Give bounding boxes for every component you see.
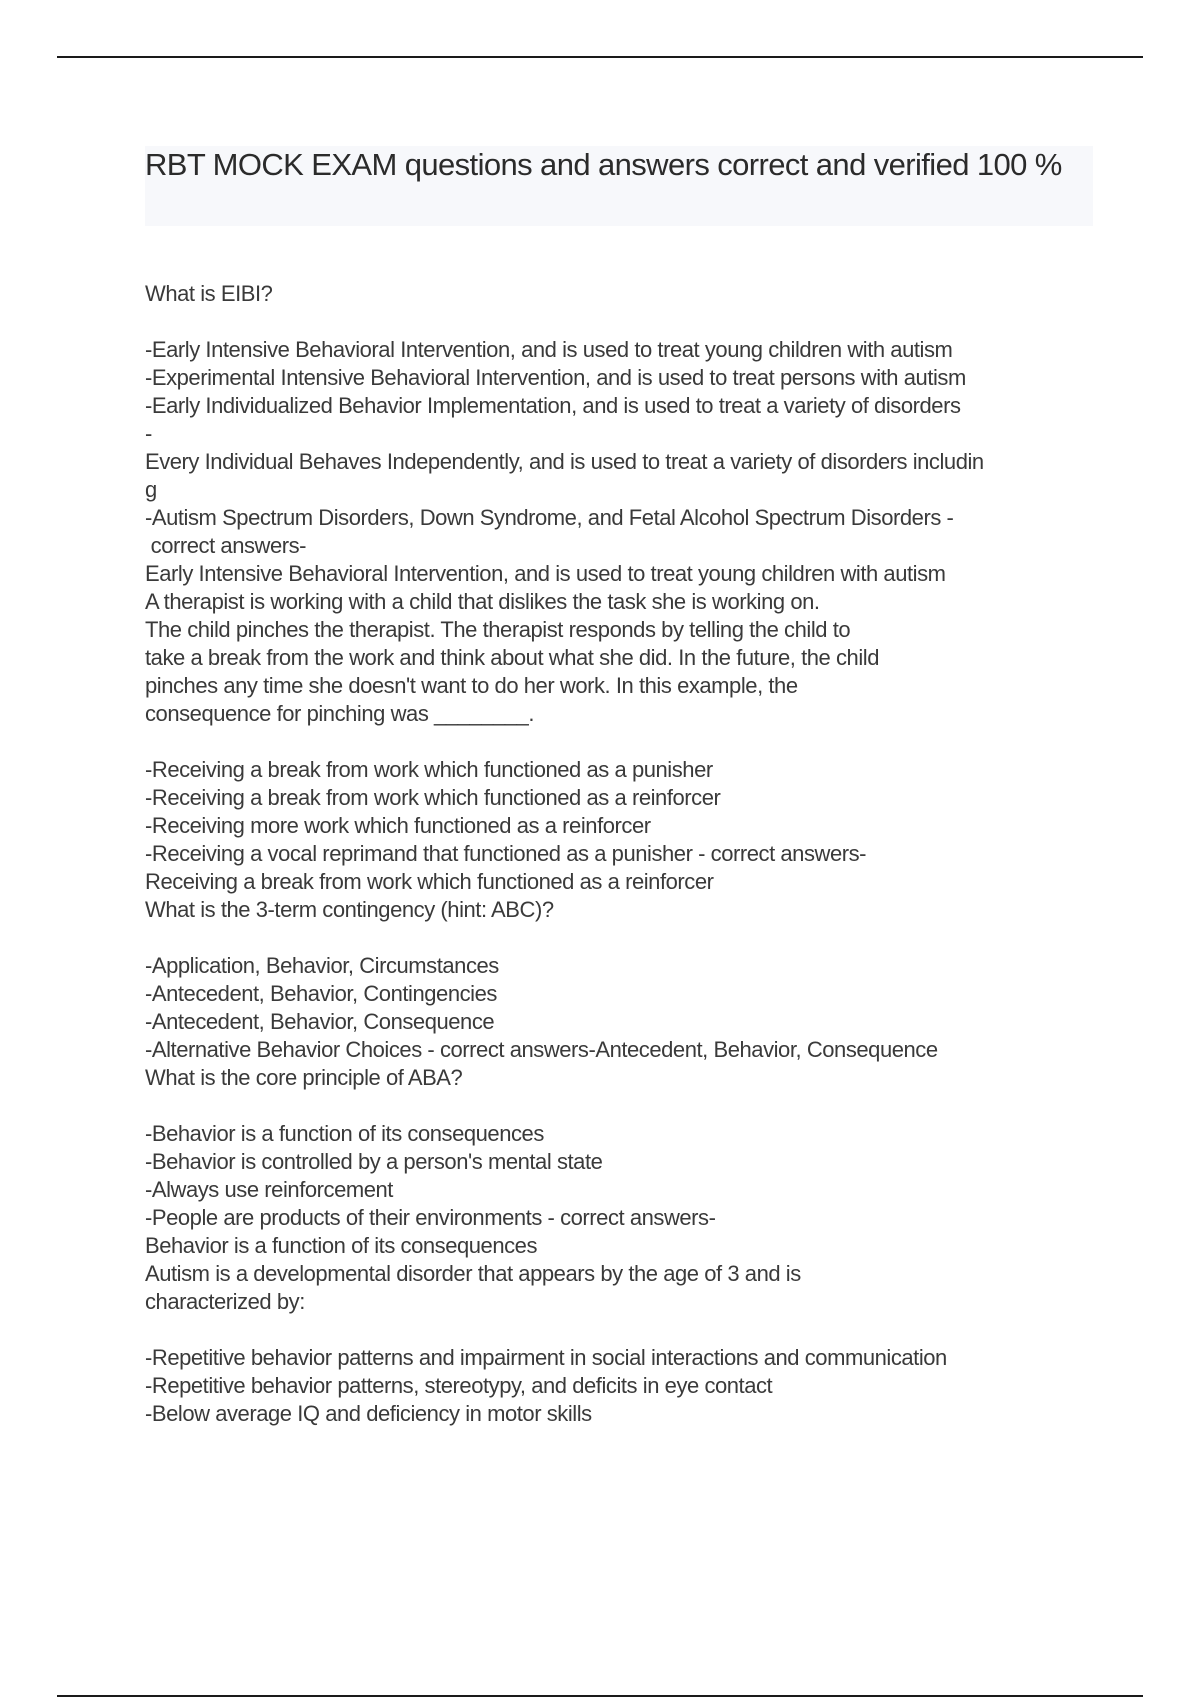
blank-line: [145, 1316, 1145, 1344]
text-line: Autism is a developmental disorder that appears by the age of 3 and is: [145, 1261, 801, 1286]
text-line: A therapist is working with a child that dislikes the task she is working on.: [145, 589, 820, 614]
text-line: Every Individual Behaves Independently, and is used to treat a variety of disorders includin: [145, 449, 984, 474]
text-line: -Below average IQ and deficiency in motor skills: [145, 1401, 592, 1426]
blank-line: [145, 924, 1145, 952]
text-line: The child pinches the therapist. The therapist responds by telling the child to: [145, 617, 851, 642]
text-line: What is EIBI?: [145, 281, 273, 306]
text-line: -Antecedent, Behavior, Contingencies: [145, 981, 497, 1006]
text-line: -Application, Behavior, Circumstances: [145, 953, 499, 978]
footer-rule: [57, 1695, 1143, 1697]
text-line: -Receiving a break from work which functioned as a punisher: [145, 757, 713, 782]
text-line: -Behavior is a function of its consequences: [145, 1121, 544, 1146]
text-line: Receiving a break from work which functioned as a reinforcer: [145, 869, 714, 894]
header-rule: [57, 56, 1143, 58]
document-body: [145, 280, 1145, 1428]
text-line: What is the core principle of ABA?: [145, 1065, 463, 1090]
title-box: [145, 146, 1093, 226]
text-line: -Behavior is controlled by a person's mental state: [145, 1149, 603, 1174]
text-line: -: [145, 421, 152, 446]
text-line: Behavior is a function of its consequences: [145, 1233, 538, 1258]
text-line: take a break from the work and think about what she did. In the future, the child: [145, 645, 880, 670]
text-line: -Receiving a vocal reprimand that functioned as a punisher - correct answers-: [145, 841, 867, 866]
text-line: -Repetitive behavior patterns, stereotypy, and deficits in eye contact: [145, 1373, 773, 1398]
text-line: What is the 3-term contingency (hint: ABC)?: [145, 897, 554, 922]
text-line: -Receiving more work which functioned as a reinforcer: [145, 813, 651, 838]
text-line: -Always use reinforcement: [145, 1177, 393, 1202]
document-title: RBT MOCK EXAM questions and answers correct and verified 100 %: [145, 147, 1062, 182]
blank-line: [145, 728, 1145, 756]
text-line: -Early Intensive Behavioral Intervention, and is used to treat young children with autism: [145, 337, 953, 362]
text-line: characterized by:: [145, 1289, 305, 1314]
text-line: -People are products of their environments - correct answers-: [145, 1205, 716, 1230]
text-line: -Receiving a break from work which functioned as a reinforcer: [145, 785, 721, 810]
text-line: g: [145, 477, 157, 502]
text-line: -Early Individualized Behavior Implementation, and is used to treat a variety of disorders: [145, 393, 961, 418]
text-line: Early Intensive Behavioral Intervention, and is used to treat young children with autism: [145, 561, 946, 586]
text-line: -Experimental Intensive Behavioral Intervention, and is used to treat persons with autism: [145, 365, 966, 390]
text-line: -Antecedent, Behavior, Consequence: [145, 1009, 495, 1034]
text-line: -Repetitive behavior patterns and impairment in social interactions and communication: [145, 1345, 947, 1370]
blank-line: [145, 308, 1145, 336]
text-line: -Autism Spectrum Disorders, Down Syndrome, and Fetal Alcohol Spectrum Disorders -: [145, 505, 954, 530]
text-line: correct answers-: [145, 533, 307, 558]
blank-line: [145, 1092, 1145, 1120]
text-line: -Alternative Behavior Choices - correct answers-Antecedent, Behavior, Consequence: [145, 1037, 938, 1062]
text-line: consequence for pinching was ________.: [145, 701, 534, 726]
text-line: pinches any time she doesn't want to do her work. In this example, the: [145, 673, 798, 698]
